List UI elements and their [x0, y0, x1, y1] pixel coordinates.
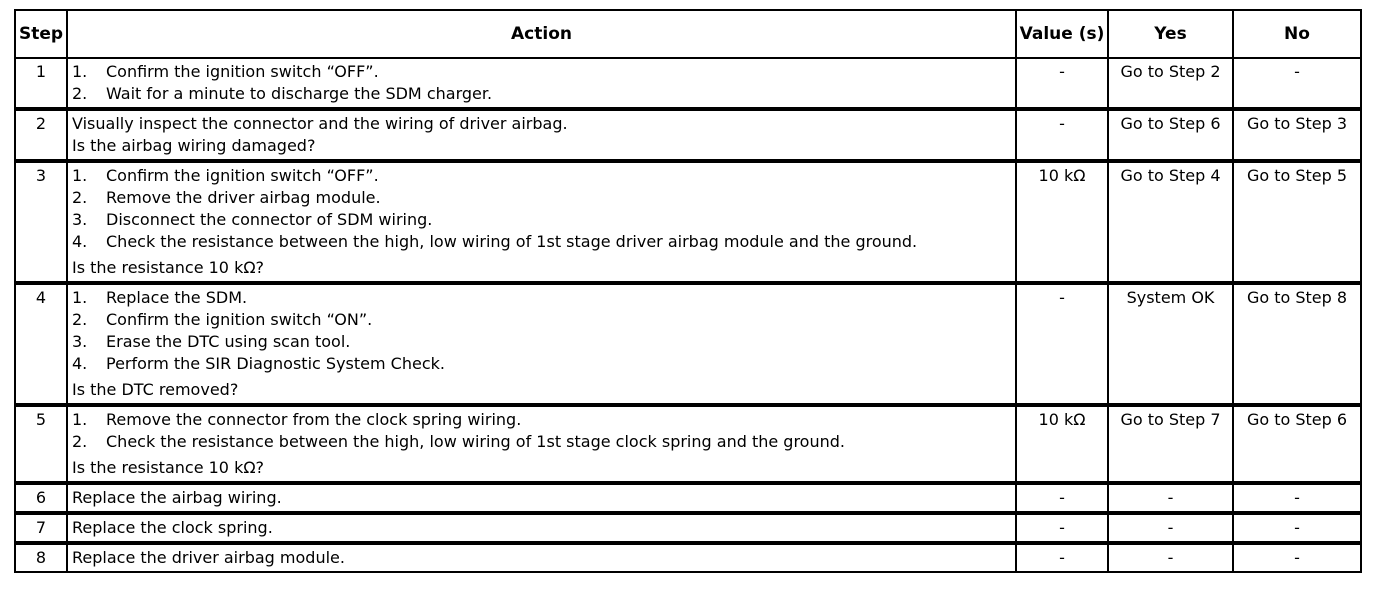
value-cell: - — [1016, 109, 1108, 161]
header-no: No — [1233, 10, 1361, 58]
no-cell: Go to Step 5 — [1233, 161, 1361, 283]
table-row — [15, 109, 1361, 161]
action-steps-list — [72, 61, 1011, 105]
step-cell: 6 — [15, 483, 67, 513]
action-step — [72, 165, 1011, 187]
action-question: Is the resistance 10 kΩ? — [72, 458, 265, 477]
yes-cell: System OK — [1108, 283, 1233, 405]
no-cell: Go to Step 6 — [1233, 405, 1361, 483]
action-text: Replace the driver airbag module. — [72, 548, 345, 567]
yes-cell: - — [1108, 543, 1233, 572]
no-cell: Go to Step 3 — [1233, 109, 1361, 161]
action-step-text: Erase the DTC using scan tool. — [106, 332, 351, 351]
yes-cell: Go to Step 2 — [1108, 58, 1233, 109]
action-step-number: 1. — [72, 62, 88, 81]
action-question: Is the DTC removed? — [72, 380, 239, 399]
no-cell: - — [1233, 483, 1361, 513]
step-cell: 7 — [15, 513, 67, 543]
action-step — [72, 287, 1011, 309]
action-cell — [67, 513, 1016, 543]
table-row — [15, 161, 1361, 283]
action-text: Is the airbag wiring damaged? — [72, 136, 316, 155]
action-step-number: 1. — [72, 288, 88, 307]
action-step-text: Remove the connector from the clock spring wiring. — [106, 410, 522, 429]
action-step — [72, 209, 1011, 231]
action-step-text: Confirm the ignition switch “OFF”. — [106, 166, 379, 185]
action-cell — [67, 543, 1016, 572]
action-step-number: 2. — [72, 84, 88, 103]
action-step-number: 2. — [72, 432, 88, 451]
yes-cell: - — [1108, 483, 1233, 513]
yes-cell: Go to Step 7 — [1108, 405, 1233, 483]
step-cell: 3 — [15, 161, 67, 283]
table-row — [15, 513, 1361, 543]
action-cell — [67, 161, 1016, 283]
action-step-number: 4. — [72, 354, 88, 373]
table-row — [15, 483, 1361, 513]
action-step-number: 1. — [72, 410, 88, 429]
action-step-text: Confirm the ignition switch “ON”. — [106, 310, 373, 329]
no-cell: - — [1233, 543, 1361, 572]
step-cell: 2 — [15, 109, 67, 161]
action-steps-list — [72, 287, 1011, 375]
action-question: Is the resistance 10 kΩ? — [72, 258, 265, 277]
action-step-number: 3. — [72, 210, 88, 229]
step-cell: 4 — [15, 283, 67, 405]
action-step-number: 2. — [72, 188, 88, 207]
action-cell — [67, 58, 1016, 109]
header-step: Step — [15, 10, 67, 58]
action-step-text: Wait for a minute to discharge the SDM charger. — [106, 84, 493, 103]
action-step — [72, 409, 1011, 431]
diagnostic-table — [14, 9, 1362, 573]
action-step-text: Remove the driver airbag module. — [106, 188, 381, 207]
action-step — [72, 309, 1011, 331]
action-step — [72, 61, 1011, 83]
yes-cell: Go to Step 4 — [1108, 161, 1233, 283]
value-cell: - — [1016, 483, 1108, 513]
value-cell: 10 kΩ — [1016, 405, 1108, 483]
action-cell — [67, 483, 1016, 513]
no-cell: Go to Step 8 — [1233, 283, 1361, 405]
action-step-text: Replace the SDM. — [106, 288, 248, 307]
action-step-number: 1. — [72, 166, 88, 185]
header-action: Action — [67, 10, 1016, 58]
value-cell: - — [1016, 513, 1108, 543]
action-step — [72, 187, 1011, 209]
action-step-number: 3. — [72, 332, 88, 351]
action-step — [72, 353, 1011, 375]
value-cell: 10 kΩ — [1016, 161, 1108, 283]
yes-cell: - — [1108, 513, 1233, 543]
action-cell — [67, 405, 1016, 483]
action-text: Replace the airbag wiring. — [72, 488, 282, 507]
action-step-number: 2. — [72, 310, 88, 329]
action-cell — [67, 109, 1016, 161]
table-body — [15, 58, 1361, 572]
table-row — [15, 58, 1361, 109]
action-step-text: Check the resistance between the high, low wiring of 1st stage driver airbag module and the ground. — [106, 232, 918, 251]
yes-cell: Go to Step 6 — [1108, 109, 1233, 161]
table-row — [15, 405, 1361, 483]
header-value: Value (s) — [1016, 10, 1108, 58]
action-cell — [67, 283, 1016, 405]
no-cell: - — [1233, 513, 1361, 543]
action-step-number: 4. — [72, 232, 88, 251]
header-yes: Yes — [1108, 10, 1233, 58]
action-step-text: Confirm the ignition switch “OFF”. — [106, 62, 379, 81]
action-step-text: Check the resistance between the high, low wiring of 1st stage clock spring and the ground. — [106, 432, 845, 451]
header-row — [15, 10, 1361, 58]
action-step-text: Perform the SIR Diagnostic System Check. — [106, 354, 445, 373]
action-text: Replace the clock spring. — [72, 518, 273, 537]
action-step — [72, 231, 1011, 253]
action-step — [72, 431, 1011, 453]
table-row — [15, 283, 1361, 405]
action-step — [72, 83, 1011, 105]
action-text: Visually inspect the connector and the wiring of driver airbag. — [72, 114, 568, 133]
value-cell: - — [1016, 543, 1108, 572]
table-row — [15, 543, 1361, 572]
step-cell: 5 — [15, 405, 67, 483]
value-cell: - — [1016, 283, 1108, 405]
action-step-text: Disconnect the connector of SDM wiring. — [106, 210, 433, 229]
action-steps-list — [72, 165, 1011, 253]
step-cell: 8 — [15, 543, 67, 572]
action-steps-list — [72, 409, 1011, 453]
no-cell: - — [1233, 58, 1361, 109]
step-cell: 1 — [15, 58, 67, 109]
action-step — [72, 331, 1011, 353]
value-cell: - — [1016, 58, 1108, 109]
